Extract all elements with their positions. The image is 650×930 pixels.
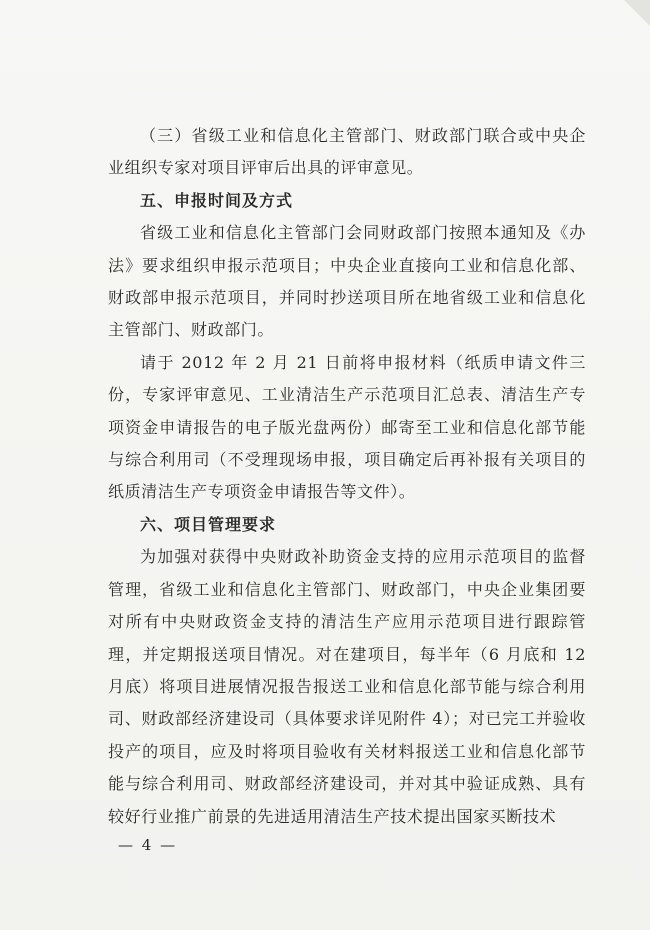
paragraph-management-requirements: 为加强对获得中央财政补助资金支持的应用示范项目的监督管理，省级工业和信息化主管部门、财政部门，中央企业集团要对所有中央财政资金支持的清洁生产应用示范项目进行跟踪管理，并定期报送项目情况。对在建项目，每半年（6 月底和 12 月底）将项目进展情况报告报送工业和信息化部节能与综合利用司、财政部经济建设司（具体要求详见附件 4）；对已完工并验收投产的项目，应及时将项目验收有关材料报送工业和信息化部节能与综合利用司、财政部经济建设司，并对其中验证成熟、具有较好行业推广前景的先进适用清洁生产技术提出国家买断技术 [108, 547, 586, 826]
page-corner-fold [624, 0, 650, 26]
paragraph-application-method: 省级工业和信息化主管部门会同财政部门按照本通知及《办法》要求组织申报示范项目；中央企业直接向工业和信息化部、财政部申报示范项目，并同时抄送项目所在地省级工业和信息化主管部门、财政部门。 [108, 223, 586, 340]
heading-project-management: 六、项目管理要求 [140, 514, 277, 534]
heading-application-time: 五、申报时间及方式 [140, 190, 294, 210]
paragraph-deadline: 请于 2012 年 2 月 21 日前将申报材料（纸质申请文件三份，专家评审意见、工业清洁生产示范项目汇总表、清洁生产专项资金申请报告的电子版光盘两份）邮寄至工业和信息化部节能与综合利用司（不受理现场申报，项目确定后再补报有关项目的纸质清洁生产专项资金申请报告等文件）。 [108, 352, 586, 502]
paragraph-review-opinion: （三）省级工业和信息化主管部门、财政部门联合或中央企业组织专家对项目评审后出具的评审意见。 [108, 126, 586, 178]
document-body [108, 120, 586, 833]
page-number: — 4 — [118, 836, 178, 854]
